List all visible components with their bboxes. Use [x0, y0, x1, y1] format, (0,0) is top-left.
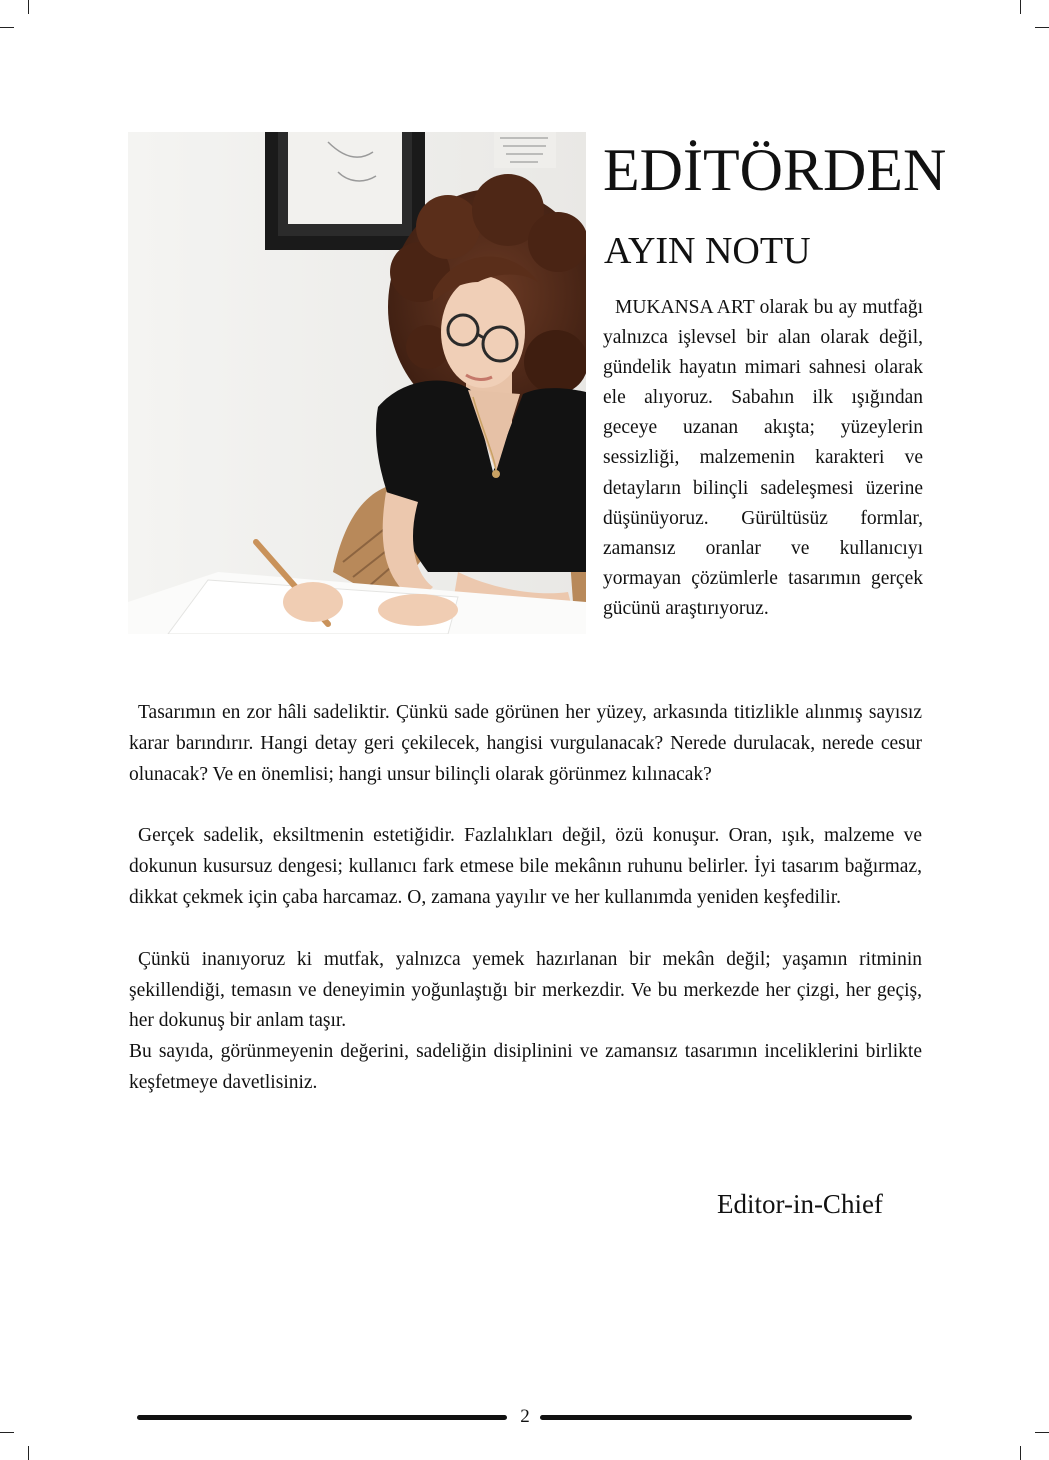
intro-paragraph: MUKANSA ART olarak bu ay mutfağı yalnızca işlevsel bir alan olarak değil, gündelik hayatın mimari sahnesi olarak ele alıyoruz. Sabahın ilk ışığından geceye uzanan akışta; yüzeylerin sessizliği, malzemenin karakteri ve detayların bilinçli sadeleşmesi üzerine düşünüyoruz. Gürültüsüz formlar, zamansız oranlar ve kullanıcıyı yormayan çözümlerle tasarımın gerçek gücünü araştırıyoruz.	[603, 297, 923, 619]
body-paragraph: Tasarımın en zor hâli sadeliktir. Çünkü sade görünen her yüzey, arkasında titizlikle alınmış sayısız karar barındırır. Hangi detay geri çekilecek, hangisi vurgulanacak? Nerede durulacak, nerede cesur olunacak? Ve en önemlisi; hangi unsur bilinçli olarak görünmez kılınacak?	[129, 702, 922, 785]
crop-mark	[1035, 1432, 1049, 1433]
crop-mark	[28, 0, 29, 14]
page-title: EDİTÖRDEN	[603, 137, 947, 203]
crop-mark	[28, 1446, 29, 1460]
editorial-body	[129, 698, 922, 1130]
editor-portrait-photo-icon	[128, 132, 586, 634]
body-paragraph: Çünkü inanıyoruz ki mutfak, yalnızca yemek hazırlanan bir mekân değil; yaşamın ritminin şekillendiği, temasın ve deneyimin yoğunlaştığı bir merkezdir. Ve bu merkezde her çizgi, her geçiş, her dokunuş bir anlam taşır.	[129, 948, 922, 1032]
editor-photo	[128, 132, 586, 634]
crop-mark	[1035, 27, 1049, 28]
crop-mark	[0, 27, 14, 28]
crop-mark	[0, 1432, 14, 1433]
crop-mark	[1020, 1446, 1021, 1460]
body-paragraph: Gerçek sadelik, eksiltmenin estetiğidir. Fazlalıkları değil, özü konuşur. Oran, ışık, malzeme ve dokunun kusursuz dengesi; kullanıcı fark etmese bile mekânın ruhunu belirler. İyi tasarım bağırmaz, dikkat çekmek için çaba harcamaz. O, zamana yayılır ve her kullanımda yeniden keşfedilir.	[129, 825, 922, 908]
page-number: 2	[520, 1406, 530, 1427]
signature: Editor-in-Chief	[717, 1189, 883, 1219]
footer-rule-right	[540, 1415, 912, 1420]
footer-rule-left	[137, 1415, 507, 1420]
body-paragraph: Bu sayıda, görünmeyenin değerini, sadeliğin disiplinini ve zamansız tasarımın inceliklerini birlikte keşfetmeye davetlisiniz.	[129, 1041, 922, 1093]
crop-mark	[1020, 0, 1021, 14]
page-subtitle: AYIN NOTU	[604, 230, 811, 272]
